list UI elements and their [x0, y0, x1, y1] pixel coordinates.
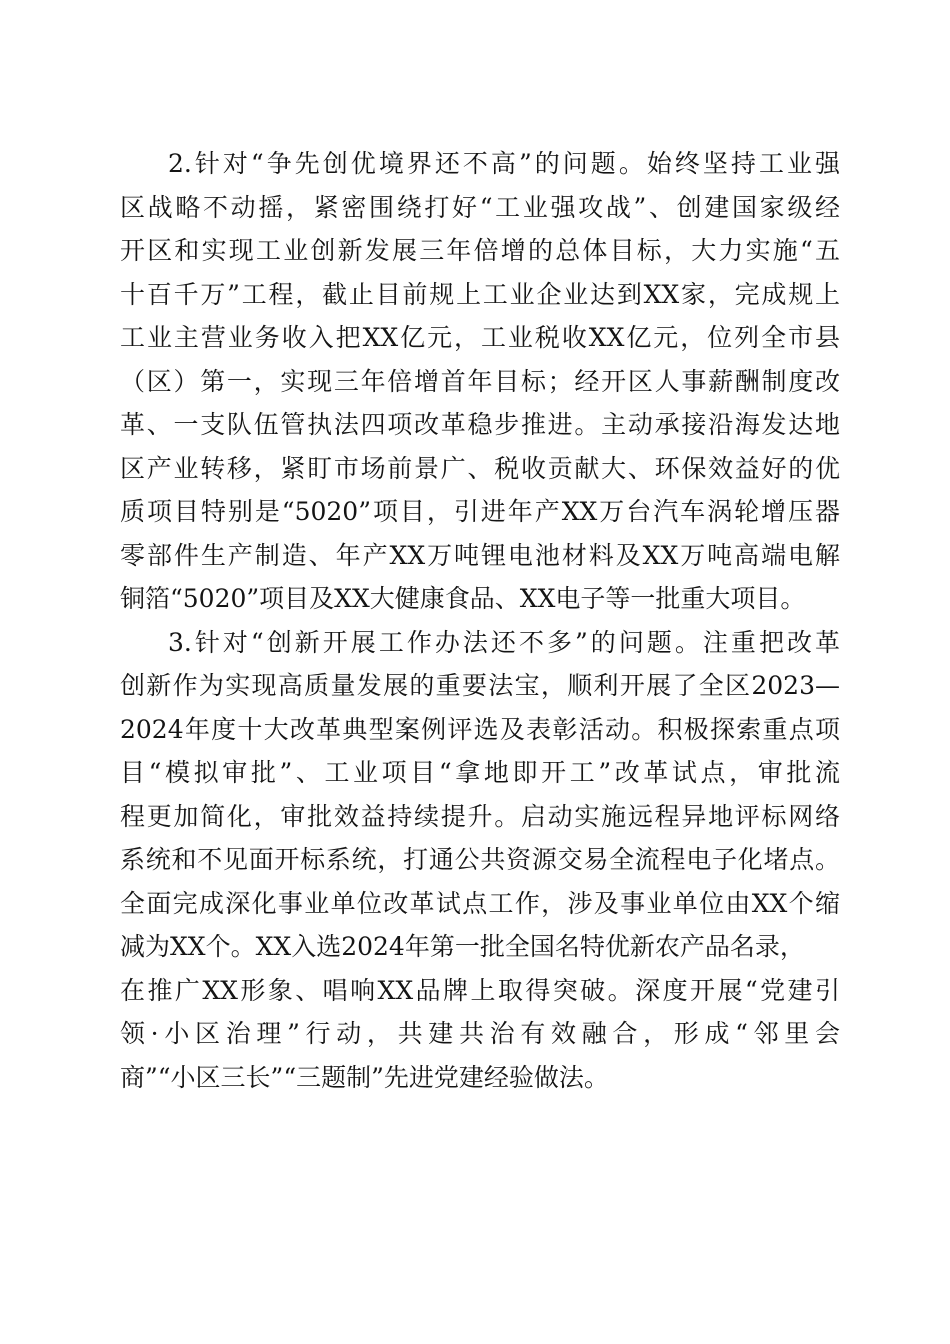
paragraph-line: 系统和不见面开标系统，打通公共资源交易全流程电子化堵点。	[120, 845, 840, 874]
paragraph-line: 质项目特别是“5020”项目，引进年产XX万台汽车涡轮增压器	[120, 497, 840, 526]
paragraph-industry	[120, 142, 840, 621]
paragraph-line: 区战略不动摇，紧密围绕打好“工业强攻战”、创建国家级经	[120, 192, 840, 222]
paragraph-line: 2024年度十大改革典型案例评选及表彰活动。积极探索重点项	[120, 714, 840, 744]
paragraph-line: 全面完成深化事业单位改革试点工作，涉及事业单位由XX个缩	[120, 888, 840, 918]
paragraph-line: 十百千万”工程，截止目前规上工业企业达到XX家，完成规上	[120, 279, 840, 309]
paragraph-line: 3.针对“创新开展工作办法还不多”的问题。注重把改革	[168, 627, 840, 657]
paragraph-line: 铜箔“5020”项目及XX大健康食品、XX电子等一批重大项目。	[120, 584, 806, 613]
paragraph-line: 区产业转移，紧盯市场前景广、税收贡献大、环保效益好的优	[120, 453, 840, 483]
paragraph-line: 商”“小区三长”“三题制”先进党建经验做法。	[120, 1062, 609, 1092]
paragraph-line: 革、一支队伍管执法四项改革稳步推进。主动承接沿海发达地	[120, 410, 840, 439]
paragraph-line: 目“模拟审批”、工业项目“拿地即开工”改革试点，审批流	[120, 758, 840, 787]
paragraph-line: 在推广XX形象、唱响XX品牌上取得突破。深度开展“党建引	[120, 975, 840, 1005]
paragraph-line: 减为XX个。XX入选2024年第一批全国名特优新农产品名录，	[120, 932, 805, 961]
paragraph-line: 创新作为实现高质量发展的重要法宝，顺利开展了全区2023—	[120, 671, 840, 700]
paragraph-line: （区）第一，实现三年倍增首年目标；经开区人事薪酬制度改	[120, 366, 840, 396]
paragraph-line: 领·小区治理”行动，共建共治有效融合，形成“邻里会	[120, 1019, 840, 1048]
paragraph-line: 零部件生产制造、年产XX万吨锂电池材料及XX万吨高端电解	[120, 540, 840, 570]
paragraph-line: 工业主营业务收入把XX亿元，工业税收XX亿元，位列全市县	[120, 323, 840, 352]
document-body	[120, 142, 840, 1099]
paragraph-line: 开区和实现工业创新发展三年倍增的总体目标，大力实施“五	[120, 236, 840, 265]
paragraph-line: 程更加简化，审批效益持续提升。启动实施远程异地评标网络	[120, 801, 840, 831]
paragraph-line: 2.针对“争先创优境界还不高”的问题。始终坚持工业强	[168, 149, 840, 178]
paragraph-innovation	[120, 621, 840, 1100]
